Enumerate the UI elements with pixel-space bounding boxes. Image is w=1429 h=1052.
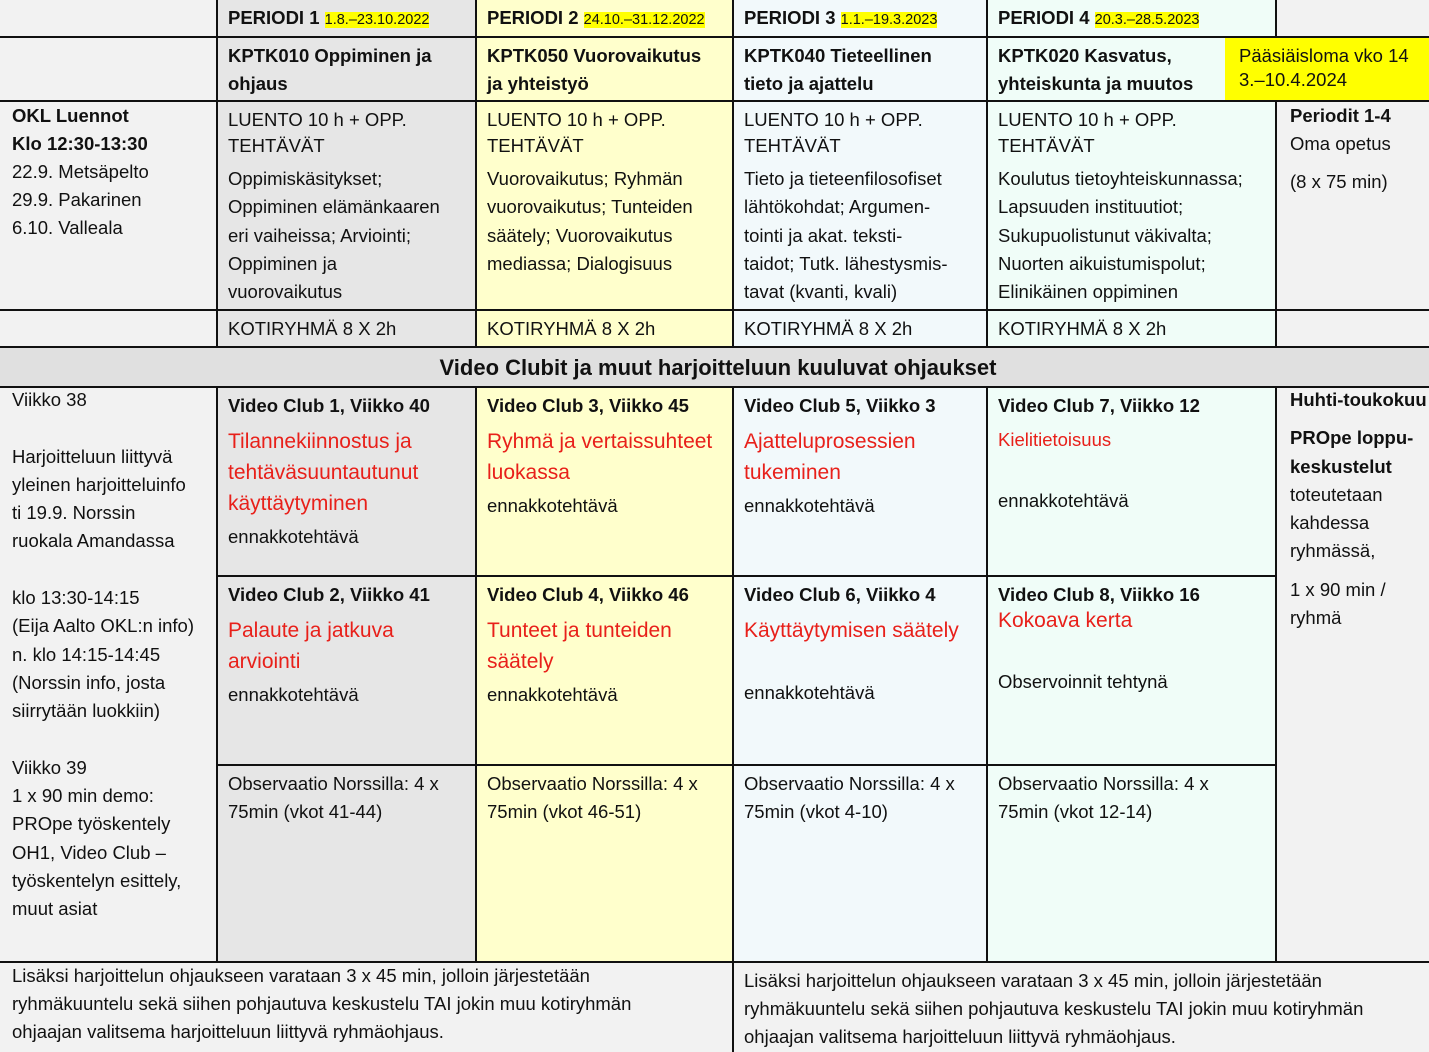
holiday-note: Pääsiäisloma vko 14 3.–10.4.2024 bbox=[1225, 38, 1429, 100]
period-dates-2: 24.10.–31.12.2022 bbox=[583, 12, 705, 28]
video-club-7: Video Club 7, Viikko 12 Kielitietoisuus ennakkotehtävä bbox=[998, 395, 1200, 511]
home-group-4: KOTIRYHMÄ 8 X 2h bbox=[998, 318, 1167, 339]
period-header-1: PERIODI 1 1.8.–23.10.2022 bbox=[228, 7, 430, 28]
lecture-cell-2: LUENTO 10 h + OPP. TEHTÄVÄT Vuorovaikutus; Ryhmän vuorovaikutus; Tunteiden säätely; Vuorovaikutus mediassa; Dialogisuus bbox=[487, 109, 693, 274]
home-group-1: KOTIRYHMÄ 8 X 2h bbox=[228, 318, 397, 339]
okl-lectures: OKL Luennot Klo 12:30-13:30 22.9. Metsäpelto 29.9. Pakarinen 6.10. Valleala bbox=[12, 105, 149, 238]
video-club-8: Video Club 8, Viikko 16 Kokoava kerta Observoinnit tehtynä bbox=[998, 584, 1200, 692]
spring-final-discussions: Huhti-toukokuu PROpe loppu- keskustelut toteutetaan kahdessa ryhmässä, 1 x 90 min / ryhmä bbox=[1290, 389, 1427, 629]
course-3: KPTK040 Tieteellinen tieto ja ajattelu bbox=[744, 45, 932, 94]
lecture-cell-1: LUENTO 10 h + OPP. TEHTÄVÄT Oppimiskäsitykset; Oppiminen elämänkaaren eri vaiheissa; Arviointi; Oppiminen ja vuorovaikutus bbox=[228, 109, 440, 303]
observation-1: Observaatio Norssilla: 4 x 75min (vkot 41-44) bbox=[228, 773, 439, 822]
period-header-2: PERIODI 2 24.10.–31.12.2022 bbox=[487, 7, 705, 28]
left-info: Viikko 38 Harjoitteluun liittyvä yleinen harjoitteluinfo ti 19.9. Norssin ruokala Amandassa klo 13:30-14:15 (Eija Aalto OKL:n info) n. klo 14:15-14:45 (Norssin info, josta siirrytään luokkiin) Viikko 39 1 x 90 min demo: PROpe työskentely OH1, Video Club – työskentelyn esittely, muut asiat bbox=[12, 389, 195, 920]
video-club-2: Video Club 2, Viikko 41 Palaute ja jatkuva arviointi ennakkotehtävä bbox=[228, 584, 430, 705]
course-4: KPTK020 Kasvatus, yhteiskunta ja muutos bbox=[998, 45, 1194, 94]
observation-4: Observaatio Norssilla: 4 x 75min (vkot 12-14) bbox=[998, 773, 1209, 822]
periods-own-teaching: Periodit 1-4 Oma opetus (8 x 75 min) bbox=[1290, 105, 1391, 192]
period-header-4: PERIODI 4 20.3.–28.5.2023 bbox=[998, 7, 1200, 28]
observation-3: Observaatio Norssilla: 4 x 75min (vkot 4-10) bbox=[744, 773, 955, 822]
video-club-1: Video Club 1, Viikko 40 Tilannekiinnostus ja tehtäväsuuntautunut käyttäytyminen ennakkotehtävä bbox=[228, 395, 430, 547]
period-dates-1: 1.8.–23.10.2022 bbox=[324, 12, 430, 28]
home-group-2: KOTIRYHMÄ 8 X 2h bbox=[487, 318, 656, 339]
video-club-5: Video Club 5, Viikko 3 Ajatteluprosessien tukeminen ennakkotehtävä bbox=[744, 395, 936, 516]
observation-2: Observaatio Norssilla: 4 x 75min (vkot 46-51) bbox=[487, 773, 698, 822]
video-club-3: Video Club 3, Viikko 45 Ryhmä ja vertaissuhteet luokassa ennakkotehtävä bbox=[487, 395, 713, 516]
lecture-cell-3: LUENTO 10 h + OPP. TEHTÄVÄT Tieto ja tieteenfilosofiset lähtökohdat; Argumen- tointi ja akat. teksti- taidot; Tutk. lähestysmis- tavat (kvanti, kvali) bbox=[744, 109, 948, 303]
period-dates-3: 1.1.–19.3.2023 bbox=[840, 12, 938, 28]
period-dates-4: 20.3.–28.5.2023 bbox=[1094, 12, 1200, 28]
section-title: Video Clubit ja muut harjoitteluun kuuluvat ohjaukset bbox=[439, 355, 997, 380]
home-group-3: KOTIRYHMÄ 8 X 2h bbox=[744, 318, 913, 339]
video-club-4: Video Club 4, Viikko 46 Tunteet ja tunteiden säätely ennakkotehtävä bbox=[487, 584, 689, 705]
lecture-cell-4: LUENTO 10 h + OPP. TEHTÄVÄT Koulutus tietoyhteiskunnassa; Lapsuuden instituutiot; Sukupuolistunut väkivalta; Nuorten aikuistumispolut; Elinikäinen oppiminen bbox=[998, 109, 1243, 303]
footer-note-right: Lisäksi harjoittelun ohjaukseen varataan 3 x 45 min, jolloin järjestetään ryhmäkuuntelu sekä siihen pohjautuva keskustelu TAI jokin muu kotiryhmän ohjaajan valitsema harjoitteluun liittyvä ryhmäohjaus. bbox=[744, 970, 1364, 1047]
course-1: KPTK010 Oppiminen ja ohjaus bbox=[228, 45, 432, 94]
course-2: KPTK050 Vuorovaikutus ja yhteistyö bbox=[487, 45, 702, 94]
footer-note-left: Lisäksi harjoittelun ohjaukseen varataan 3 x 45 min, jolloin järjestetään ryhmäkuuntelu sekä siihen pohjautuva keskustelu TAI jokin muu kotiryhmän ohjaajan valitsema harjoitteluun liittyvä ryhmäohjaus. bbox=[12, 965, 632, 1042]
period-header-3: PERIODI 3 1.1.–19.3.2023 bbox=[744, 7, 938, 28]
video-club-6: Video Club 6, Viikko 4 Käyttäytymisen säätely ennakkotehtävä bbox=[744, 584, 959, 703]
